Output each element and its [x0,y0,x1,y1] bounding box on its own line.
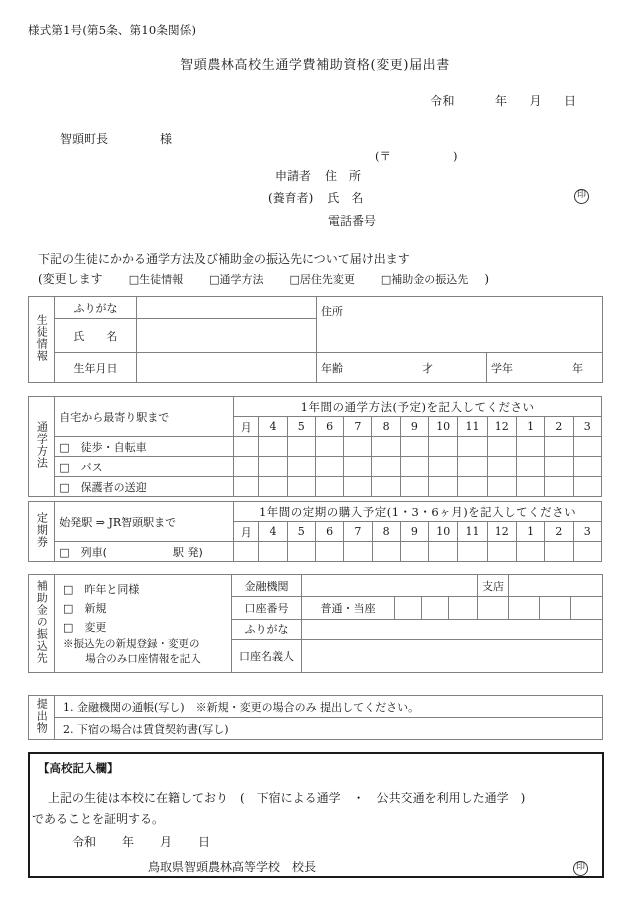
age-label: 年齢 [321,361,343,375]
commute-cell[interactable] [516,477,544,497]
commute-row-label: 通学方法 [29,397,55,497]
checkbox-same-as-last-year[interactable]: □ 昨年と同様 [63,583,140,596]
change-prefix: (変更します [38,272,103,286]
commute-plan-header: 1年間の通学方法(予定)を記入してください [234,397,602,417]
commute-cell[interactable] [458,457,487,477]
checkbox-commute-method[interactable]: □通学方法 [209,273,264,286]
postal-code-field[interactable] [375,148,458,164]
pass-cell[interactable] [344,542,372,562]
month-header-7: 7 [344,417,372,437]
bank-furigana-input[interactable] [302,619,603,639]
document-title: 智頭農林高校生通学費補助資格(変更)届出書 [180,58,450,73]
checkbox-bus[interactable]: □ バス [55,457,234,477]
account-digit-cell[interactable] [422,597,449,619]
month-header-9: 9 [400,522,428,542]
commute-method-table [28,396,602,497]
checkbox-bank-transfer[interactable]: □補助金の振込先 [380,273,469,286]
table-row [29,353,603,383]
principal-seal-icon: 印 [573,861,588,876]
applicant-name-row [268,189,363,206]
applicant-address-row [275,167,361,184]
commute-cell[interactable] [234,437,259,457]
form-number: 様式第1号(第5条、第10条関係) [28,23,197,37]
pass-section-header: 始発駅 ⇒ JR智頭駅まで [55,502,234,542]
month-header-11: 11 [458,417,487,437]
commute-cell[interactable] [287,437,315,457]
submission-documents-table [28,695,603,740]
commute-cell[interactable] [372,477,400,497]
commute-cell[interactable] [315,457,343,477]
commute-cell[interactable] [372,457,400,477]
month-header-5: 5 [287,522,315,542]
date-line [430,92,577,109]
school-section-title: 【高校記入欄】 [38,761,119,775]
month-header-2: 2 [545,522,573,542]
account-number-label: 口座番号 [232,597,302,619]
table-row [29,718,603,740]
commute-cell[interactable] [516,437,544,457]
account-holder-input[interactable] [302,639,603,672]
bank-transfer-table [28,574,603,673]
school-day-unit: 日 [198,835,211,849]
pass-cell[interactable] [573,542,601,562]
account-digit-cell[interactable] [478,597,509,619]
commute-cell[interactable] [573,437,602,457]
intro-statement: 下記の生徒にかかる通学方法及び補助金の振込先について届け出ます [38,252,410,266]
commute-cell[interactable] [400,437,428,457]
month-header-1: 1 [516,522,544,542]
checkbox-walk-bicycle[interactable]: □ 徒歩・自転車 [55,437,234,457]
student-info-row-label: 生徒情報 [29,297,55,383]
student-address-cell[interactable] [317,297,603,353]
commute-cell[interactable] [344,477,372,497]
submission-item-2: 2. 下宿の場合は賃貸契約書(写し) [55,718,603,740]
table-row [29,575,603,597]
bank-options-cell [55,575,232,673]
submission-item-1: 1. 金融機関の通帳(写し) ※新規・変更の場合のみ 提出してください。 [55,696,603,718]
commute-cell[interactable] [344,457,372,477]
pass-cell[interactable] [429,542,458,562]
account-digit-cell[interactable] [449,597,478,619]
month-header-6: 6 [315,417,343,437]
pass-cell[interactable] [400,542,428,562]
pass-plan-header: 1年間の定期の購入予定(1・3・6ヶ月)を記入してください [234,502,602,522]
applicant-seal-icon: 印 [574,189,589,204]
applicant-label: 申請者 [275,169,312,183]
month-header-1: 1 [516,417,544,437]
commute-cell[interactable] [487,457,516,477]
student-name-label: 氏 名 [55,319,137,353]
addressee-line [60,130,172,147]
commute-cell[interactable] [545,457,573,477]
bank-note-line2: 場合のみ口座情報を記入 [85,653,201,665]
table-row [29,297,603,319]
bank-furigana-label: ふりがな [232,619,302,639]
commute-cell[interactable] [487,477,516,497]
commute-cell[interactable] [234,477,259,497]
pass-cell[interactable] [545,542,573,562]
pass-cell[interactable] [287,542,315,562]
school-year-unit: 年 [122,835,135,849]
pass-cell[interactable] [458,542,487,562]
student-info-table [28,296,603,383]
age-unit: 才 [422,361,433,375]
institution-input[interactable] [302,575,478,597]
commute-cell[interactable] [458,477,487,497]
school-certification-line1: 上記の生徒は本校に在籍しており ( 下宿による通学 ・ 公共交通を利用した通学 ) [48,791,526,805]
month-label: 月 [234,417,259,437]
commute-cell[interactable] [516,457,544,477]
day-unit: 日 [564,94,577,108]
name-label: 氏 名 [327,191,364,205]
month-header-10: 10 [429,522,458,542]
checkbox-student-info[interactable]: □生徒情報 [128,273,184,286]
commute-cell[interactable] [234,457,259,477]
account-digit-cell[interactable] [571,597,603,619]
birthdate-label: 生年月日 [55,353,137,383]
checkbox-guardian-transport[interactable]: □ 保護者の送迎 [55,477,234,497]
guardian-label: (養育者) [268,191,314,205]
table-row [29,397,602,417]
pass-row-label: 定期券 [29,502,55,562]
furigana-input[interactable] [137,297,317,319]
grade-label: 学年 [491,361,513,375]
commute-cell[interactable] [429,477,458,497]
table-row [29,437,602,457]
commute-cell[interactable] [429,457,458,477]
bank-row-label: 補助金の振込先 [29,575,55,673]
student-name-input[interactable] [137,319,317,353]
month-header-3: 3 [573,522,601,542]
pass-cell[interactable] [315,542,343,562]
commute-cell[interactable] [259,437,287,457]
checkbox-residence-change[interactable]: □居住先変更 [289,273,355,286]
month-header-4: 4 [259,417,287,437]
change-suffix: ) [484,272,489,286]
month-header-8: 8 [372,417,400,437]
birthdate-input[interactable] [137,353,317,383]
month-header-9: 9 [400,417,428,437]
checkbox-change[interactable]: □ 変更 [63,621,107,634]
month-unit: 月 [529,94,543,108]
month-header-2: 2 [545,417,573,437]
commute-cell[interactable] [429,437,458,457]
branch-label: 支店 [478,575,509,597]
age-cell[interactable] [317,353,487,383]
checkbox-new-registration[interactable]: □ 新規 [63,602,107,615]
season-pass-table [28,501,602,562]
grade-unit: 年 [572,361,583,375]
school-month-unit: 月 [160,835,173,849]
account-type-selector[interactable]: 普通・当座 [302,597,395,619]
table-row [29,477,602,497]
commute-cell[interactable] [259,477,287,497]
commute-cell[interactable] [573,477,602,497]
institution-label: 金融機関 [232,575,302,597]
pass-cell[interactable] [372,542,400,562]
month-header-4: 4 [259,522,287,542]
month-header-12: 12 [487,417,516,437]
addressee-name: 智頭町長 [60,132,109,146]
submission-row-label: 提出物 [29,696,55,740]
branch-input[interactable] [509,575,603,597]
month-header-8: 8 [372,522,400,542]
month-header-6: 6 [315,522,343,542]
address-label: 住所 [321,305,343,318]
month-header-3: 3 [573,417,602,437]
grade-cell[interactable] [487,353,603,383]
checkbox-train[interactable]: □ 列車( 駅 発) [55,542,234,562]
commute-cell[interactable] [400,457,428,477]
account-digit-cell[interactable] [509,597,540,619]
commute-cell[interactable] [573,457,602,477]
school-certification-line2: であることを証明する。 [32,812,165,826]
table-row [29,542,602,562]
account-holder-label: 口座名義人 [232,639,302,672]
commute-cell[interactable] [487,437,516,457]
pass-cell[interactable] [516,542,544,562]
postal-close: ) [453,149,458,163]
year-unit: 年 [495,94,508,108]
school-date-line[interactable] [72,833,210,850]
addressee-honorific: 様 [160,132,173,146]
commute-cell[interactable] [344,437,372,457]
month-header-5: 5 [287,417,315,437]
month-header-10: 10 [429,417,458,437]
change-options-line [38,270,489,287]
address-label: 住 所 [325,169,362,183]
school-principal-name: 鳥取県智頭農林高等学校 校長 [148,860,317,874]
account-digit-cell[interactable] [540,597,571,619]
commute-cell[interactable] [315,437,343,457]
furigana-label: ふりがな [55,297,137,319]
month-label: 月 [234,522,259,542]
bank-note-line1: ※振込先の新規登録・変更の [63,638,200,650]
commute-cell[interactable] [315,477,343,497]
postal-open: (〒 [375,149,391,163]
month-header-12: 12 [487,522,516,542]
commute-cell[interactable] [458,437,487,457]
commute-cell[interactable] [287,457,315,477]
telephone-label: 電話番号 [328,214,377,228]
pass-cell[interactable] [259,542,287,562]
pass-cell[interactable] [234,542,259,562]
commute-section-header: 自宅から最寄り駅まで [55,397,234,437]
commute-cell[interactable] [259,457,287,477]
commute-cell[interactable] [372,437,400,457]
table-row [29,457,602,477]
school-era-label: 令和 [72,835,97,849]
table-row [29,696,603,718]
month-header-7: 7 [344,522,372,542]
commute-cell[interactable] [287,477,315,497]
era-label: 令和 [430,94,456,108]
commute-cell[interactable] [545,437,573,457]
commute-cell[interactable] [400,477,428,497]
pass-cell[interactable] [487,542,516,562]
account-digit-cell[interactable] [395,597,422,619]
commute-cell[interactable] [545,477,573,497]
month-header-11: 11 [458,522,487,542]
table-row [29,502,602,522]
